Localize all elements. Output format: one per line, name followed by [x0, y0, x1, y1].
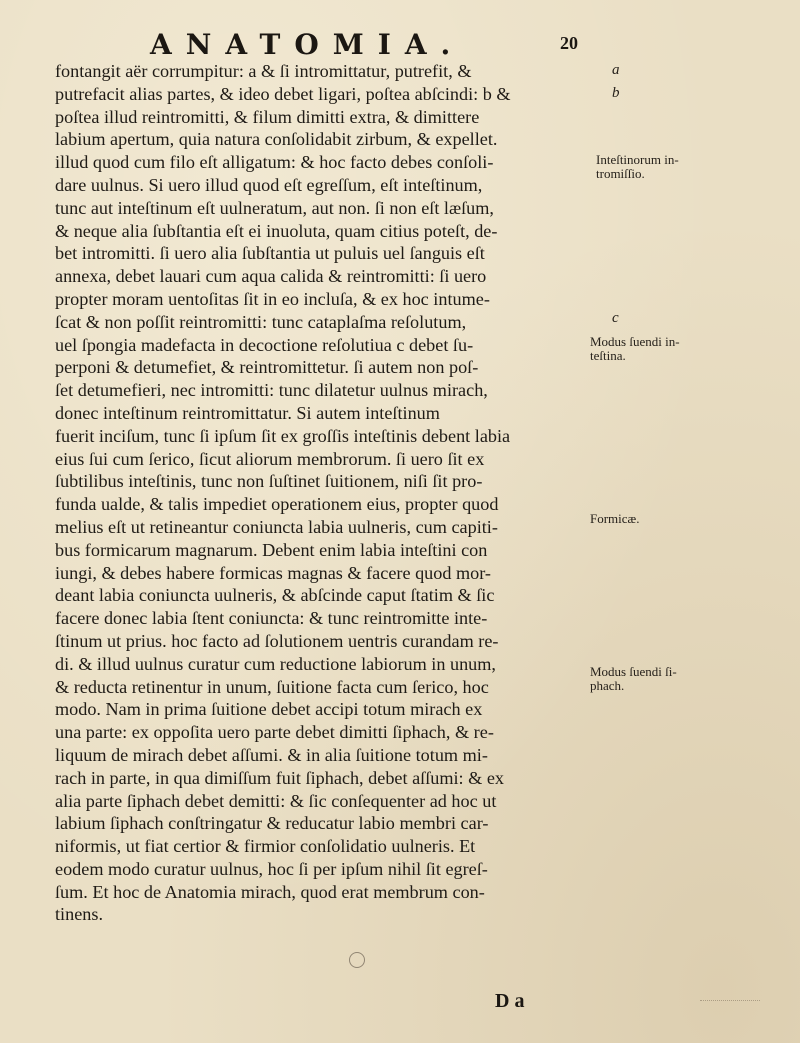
text-line: eodem modo curatur uulnus, hoc ſi per ipſum nihil ſit egreſ-	[55, 858, 488, 879]
margin-note-suturing-siphach-cont: phach.	[590, 678, 625, 693]
text-line: ſcat & non poſſit reintromitti: tunc cataplaſma reſolutum,	[55, 311, 467, 332]
text-line: melius eſt ut retineantur coniuncta labia uulneris, cum capiti-	[55, 516, 498, 537]
text-line: alia parte ſiphach debet demitti: & ſic conſequenter ad hoc ut	[55, 790, 497, 811]
text-line: ſet detumefieri, nec intromitti: tunc dilatetur uulnus mirach,	[55, 380, 488, 401]
text-line: dare uulnus. Si uero illud quod eſt egreſſum, eſt inteſtinum,	[55, 174, 483, 195]
text-line: fuerit inciſum, tunc ſi ipſum ſit ex groſſis inteſtinis debent labia	[55, 425, 511, 446]
margin-letter-c: c	[612, 310, 619, 326]
text-line: ſtinum ut prius. hoc facto ad ſolutionem uentris curandam re-	[55, 630, 499, 651]
text-line: poſtea illud reintromitti, & filum dimitti extra, & dimittere	[55, 106, 480, 127]
text-line: deant labia coniuncta uulneris, & abſcinde caput ſtatim & ſic	[55, 585, 495, 606]
margin-note-ants: Formicæ.	[590, 511, 640, 526]
text-line: & neque alia ſubſtantia eſt ei inuoluta, quam citius poteſt, de-	[55, 220, 498, 241]
margin-note-intestine-return-cont: tromiſſio.	[596, 166, 645, 181]
text-line: ſubtilibus inteſtinis, tunc non ſuſtinet ſuitionem, niſi ſit pro-	[55, 471, 483, 492]
catchword-signature: D a	[495, 990, 525, 1012]
text-line: tinens.	[55, 904, 103, 925]
ink-ring-mark	[349, 952, 365, 968]
text-line: di. & illud uulnus curatur cum reductione labiorum in unum,	[55, 653, 496, 674]
margin-letter-a: a	[612, 62, 620, 78]
text-line: una parte: ex oppoſita uero parte debet dimitti ſiphach, & re-	[55, 722, 494, 743]
text-line: liquum de mirach debet aſſumi. & in alia ſuitione totum mi-	[55, 744, 488, 765]
text-line: tunc aut inteſtinum eſt uulneratum, aut non. ſi non eſt læſum,	[55, 197, 494, 218]
text-line: fontangit aër corrumpitur: a & ſi intromittatur, putrefit, &	[55, 61, 472, 81]
ink-smudge	[700, 1000, 760, 1011]
text-line: bet intromitti. ſi uero alia ſubſtantia ut puluis uel ſanguis eſt	[55, 243, 485, 264]
text-line: propter moram uentoſitas ſit in eo incluſa, & ex hoc intume-	[55, 288, 490, 309]
margin-note-suturing-siphach: Modus ſuendi ſi-	[590, 664, 677, 679]
text-line: funda ualde, & talis impediet operationem eius, propter quod	[55, 494, 499, 515]
text-line: uel ſpongia madefacta in decoctione reſolutiua c debet ſu-	[55, 334, 474, 355]
text-line: illud quod cum filo eſt alligatum: & hoc facto debes conſoli-	[55, 152, 494, 173]
text-line: donec inteſtinum reintromittatur. Si autem inteſtinum	[55, 402, 440, 423]
margin-note-intestine-return: Inteſtinorum in-	[596, 152, 679, 167]
running-head: ANATOMIA.	[150, 28, 465, 61]
margin-note-suturing-intestine: Modus ſuendi in-	[590, 334, 680, 349]
body-text	[55, 60, 590, 926]
text-line: labium apertum, quia natura conſolidabit zirbum, & expellet.	[55, 129, 498, 150]
margin-note-suturing-intestine-cont: teſtina.	[590, 348, 626, 363]
text-line: perponi & detumefiet, & reintromittetur. ſi autem non poſ-	[55, 357, 479, 378]
text-line: labium ſiphach conſtringatur & reducatur labio membri car-	[55, 813, 489, 834]
folio-number: 20	[560, 33, 578, 53]
text-line: putrefacit alias partes, & ideo debet ligari, poſtea abſcindi: b &	[55, 83, 511, 104]
text-line: niformis, ut fiat certior & firmior conſolidatio uulneris. Et	[55, 836, 476, 857]
text-line: iungi, & debes habere formicas magnas & facere quod mor-	[55, 562, 491, 583]
text-line: bus formicarum magnarum. Debent enim labia inteſtini con	[55, 539, 488, 560]
text-line: facere donec labia ſtent coniuncta: & tunc reintromitte inte-	[55, 608, 488, 629]
text-line: modo. Nam in prima ſuitione debet accipi totum mirach ex	[55, 699, 483, 720]
text-line: ſum. Et hoc de Anatomia mirach, quod erat membrum con-	[55, 881, 485, 902]
text-line: & reducta retinentur in unum, ſuitione facta cum ſerico, hoc	[55, 676, 489, 697]
text-line: annexa, debet lauari cum aqua calida & reintromitti: ſi uero	[55, 266, 487, 287]
margin-letter-b: b	[612, 85, 620, 101]
text-line: eius ſui cum ſerico, ſicut aliorum membrorum. ſi uero ſit ex	[55, 448, 485, 469]
text-line: rach in parte, in qua dimiſſum fuit ſiphach, debet aſſumi: & ex	[55, 767, 505, 788]
